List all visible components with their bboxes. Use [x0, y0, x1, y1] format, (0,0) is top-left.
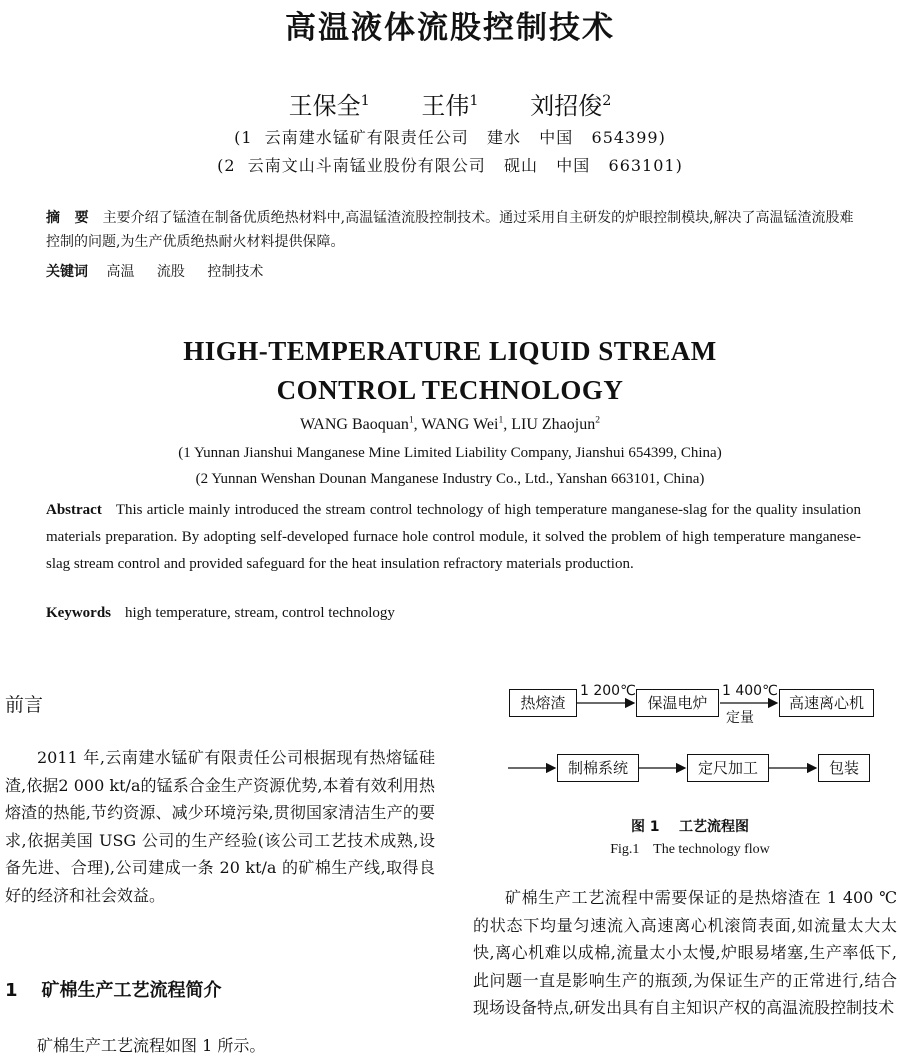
abstract-cn [46, 206, 866, 254]
section-1-title: 矿棉生产工艺流程简介 [41, 980, 222, 1001]
preface-heading: 前言 [5, 694, 44, 716]
author-en-3: LIU Zhaojun$^2$ [511, 414, 601, 433]
right-column-paragraph: 矿棉生产工艺流程中需要保证的是热熔渣在 1 400 ℃的状态下均量匀速流入高速离心机滚筒表面,如流量太大太快,离心机难以成棉,流量太小太慢,炉眼易堵塞,生产率低下,此问题一直是影响生产的瓶颈,为保证生产的正常进行,结合现场设备特点,研发出具有自主知识产权的高温流股控制技术 [473, 888, 897, 1017]
author-cn-3: 刘招俊$^2$ [530, 92, 612, 120]
title-en-line-2: CONTROL TECHNOLOGY [276, 375, 624, 405]
section-1-heading [5, 976, 222, 1002]
flow-label-dingliang: 定量 [726, 710, 754, 726]
flow-node-zhimian-xitong: 制棉系统 [557, 754, 639, 782]
title-en-line-1: HIGH-TEMPERATURE LIQUID STREAM [183, 336, 717, 366]
author-cn-1: 王保全$^1$ [288, 92, 370, 120]
title-cn: 高温液体流股控制技术 [285, 10, 615, 46]
abstract-en-text: This article mainly introduced the stream control technology of high temperature manganese-slag for the quality insulation materials preparation. By adopting self-developed furnace hole control module, it solved the problem of high temperature manganese-slag stream control and provided safeguard for the heat insulation refractory materials production. [46, 502, 861, 572]
keywords-en-label: Keywords [46, 605, 111, 621]
affiliation-en-2: (2 Yunnan Wenshan Dounan Manganese Industry Co., Ltd., Yanshan 663101, China) [195, 471, 705, 487]
affiliation-cn-1: (1 云南建水锰矿有限责任公司 建水 中国 654399) [234, 128, 666, 147]
authors-en: WANG Baoquan$^1$, WANG Wei$^1$, LIU Zhaojun$^2$ [299, 414, 601, 433]
authors-cn [0, 86, 900, 121]
abstract-cn-text: 主要介绍了锰渣在制备优质绝热材料中,高温锰渣流股控制技术。通过采用自主研发的炉眼控制模块,解决了高温锰渣流股难控制的问题,为生产优质绝热耐火材料提供保障。 [46, 210, 854, 250]
flow-node-gaosu-lixinji: 高速离心机 [779, 689, 874, 717]
flow-label-1400c: 1 400℃ [722, 683, 778, 699]
keyword-cn-3: 控制技术 [207, 264, 264, 280]
flow-label-1200c: 1 200℃ [580, 683, 636, 699]
flow-node-dingchi-jiagong: 定尺加工 [687, 754, 769, 782]
abstract-cn-label: 摘 要 [46, 210, 89, 226]
flow-node-baozhuang: 包装 [818, 754, 870, 782]
figure-1-caption-cn: 图 1 工艺流程图 [630, 819, 750, 835]
author-en-2: WANG Wei$^1$ [421, 414, 504, 433]
section-1-paragraph: 矿棉生产工艺流程如图 1 所示。 [37, 1036, 266, 1055]
flow-node-rerongzha: 热熔渣 [509, 689, 577, 717]
preface-paragraph: 2011 年,云南建水锰矿有限责任公司根据现有热熔锰硅渣,依据2 000 kt/a的锰系合金生产资源优势,本着有效利用热熔渣的热能,节约资源、减少环境污染,贯彻国家清洁生产的要求,依据美国 USG 公司的生产经验(该公司工艺技术成熟,设备先进、合理),公司建成一条 20 kt/a 的矿棉生产线,取得良好的经济和社会效益。 [5, 748, 435, 905]
section-1-number: 1 [5, 980, 18, 1001]
figure-1-caption-en: Fig.1 The technology flow [610, 842, 770, 857]
author-en-1: WANG Baoquan$^1$ [299, 414, 414, 433]
abstract-en [46, 497, 861, 578]
keywords-en-text: high temperature, stream, control technology [125, 605, 395, 621]
author-cn-2: 王伟$^1$ [421, 92, 479, 120]
affiliation-cn-2: (2 云南文山斗南锰业股份有限公司 砚山 中国 663101) [217, 156, 683, 175]
keyword-cn-2: 流股 [156, 264, 185, 280]
keyword-cn-1: 高温 [106, 264, 135, 280]
affiliation-en-1: (1 Yunnan Jianshui Manganese Mine Limited Liability Company, Jianshui 654399, China) [178, 445, 722, 461]
abstract-en-label: Abstract [46, 502, 102, 518]
keywords-en [46, 605, 395, 622]
flow-node-baowen-dianlu: 保温电炉 [636, 689, 719, 717]
keywords-cn-label: 关键词 [46, 264, 88, 280]
keywords-cn [46, 260, 866, 284]
